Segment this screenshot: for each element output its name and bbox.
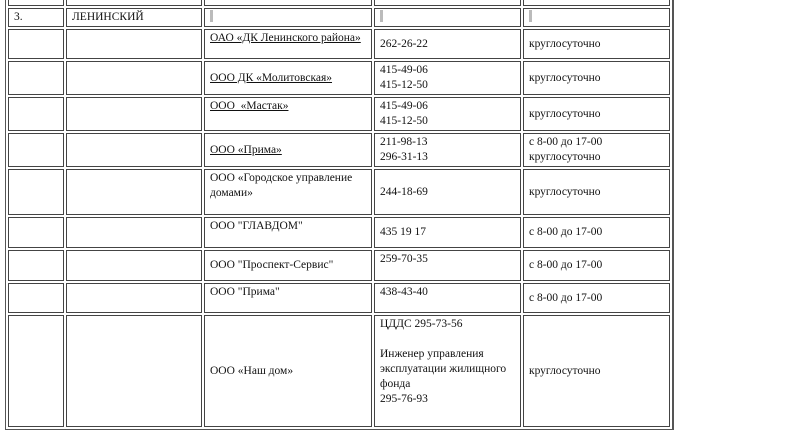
hours: с 8-00 до 17-00 bbox=[523, 283, 670, 313]
org-link[interactable]: ООО ДК «Молитовская» bbox=[210, 71, 333, 84]
phones: ЦДДС 295-73-56 Инженер управления эксплуатации жилищного фонда 295-76-93 bbox=[374, 315, 521, 427]
phones: 259-70-35 bbox=[374, 250, 521, 281]
hours: круглосуточно bbox=[523, 169, 670, 215]
phones: 262-26-22 bbox=[374, 29, 521, 59]
table-row bbox=[8, 61, 670, 95]
table-row bbox=[8, 217, 670, 248]
table-row bbox=[8, 29, 670, 59]
table-row bbox=[8, 283, 670, 313]
cell-marker bbox=[529, 10, 532, 22]
hours: круглосуточно bbox=[523, 29, 670, 59]
section-name: ЛЕНИНСКИЙ bbox=[66, 8, 202, 27]
section-number: 3. bbox=[8, 8, 64, 27]
contacts-table bbox=[5, 0, 674, 430]
phones: 435 19 17 bbox=[374, 217, 521, 248]
hours: с 8-00 до 17-00 круглосуточно bbox=[523, 133, 670, 167]
hours: круглосуточно bbox=[523, 315, 670, 427]
cell-marker bbox=[210, 10, 213, 22]
cell-marker bbox=[380, 10, 383, 22]
table-row bbox=[8, 169, 670, 215]
hours: с 8-00 до 17-00 bbox=[523, 217, 670, 248]
phones: 415-49-06 415-12-50 bbox=[374, 97, 521, 131]
org-link[interactable]: ООО «Прима» bbox=[210, 143, 282, 156]
hours: круглосуточно bbox=[523, 97, 670, 131]
hours: круглосуточно bbox=[523, 61, 670, 95]
table-row bbox=[8, 250, 670, 281]
phones: 415-49-06 415-12-50 bbox=[374, 61, 521, 95]
phones: 244-18-69 bbox=[374, 169, 521, 215]
org-name: ООО "Прима" bbox=[204, 283, 372, 313]
org-link[interactable]: ООО «Мастак» bbox=[210, 100, 289, 112]
table-row bbox=[8, 133, 670, 167]
table-row bbox=[8, 97, 670, 131]
phones: 211-98-13 296-31-13 bbox=[374, 133, 521, 167]
hours: с 8-00 до 17-00 bbox=[523, 250, 670, 281]
table-row bbox=[8, 0, 670, 6]
phones: 438-43-40 bbox=[374, 283, 521, 313]
section-row bbox=[8, 8, 670, 27]
org-link[interactable]: ОАО «ДК Ленинского района» bbox=[210, 32, 361, 44]
table-row bbox=[8, 315, 670, 427]
org-name: ООО «Наш дом» bbox=[204, 315, 372, 427]
org-name: ООО "ГЛАВДОМ" bbox=[204, 217, 372, 248]
org-name: ООО «Городское управление домами» bbox=[204, 169, 372, 215]
org-name: ООО "Проспект-Сервис" bbox=[204, 250, 372, 281]
